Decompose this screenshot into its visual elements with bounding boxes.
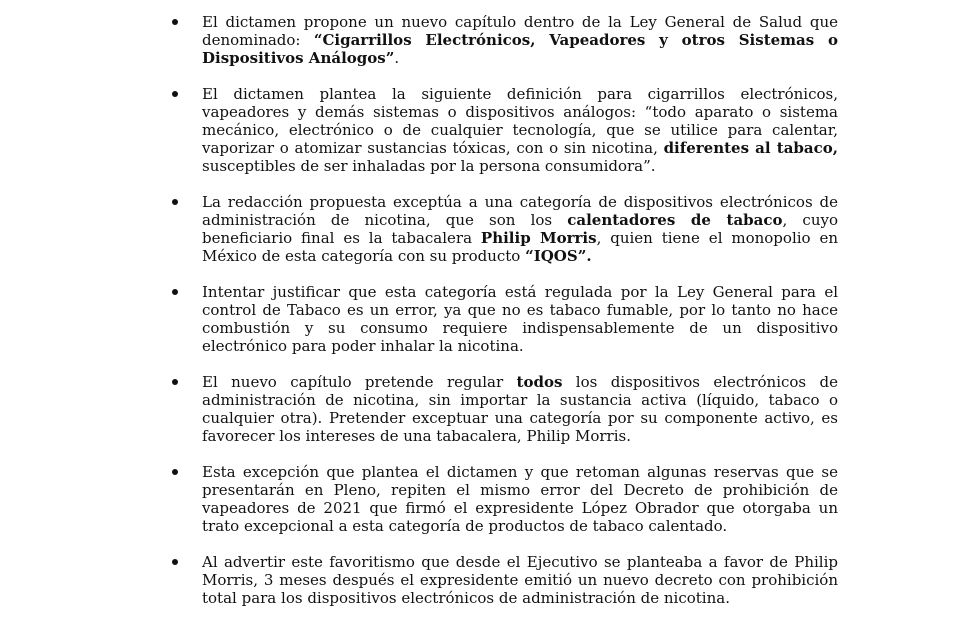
bullet-dot-icon: [172, 559, 178, 565]
bullet-5-text: El nuevo capítulo pretende regular: [202, 373, 517, 391]
bullet-item-4: [202, 283, 838, 355]
bullet-5-text-end: los dispositivos electrónicos de administración de nicotina, sin importar la sustancia activa (líquido, tabaco o cualquier otra). Pretender exceptuar una categoría por su componente activo, es favorecer los intereses de una tabacalera, Philip Morris.: [202, 373, 838, 445]
bullet-1-text: El dictamen propone un nuevo capítulo dentro de la Ley General de Salud que denominado:: [202, 13, 838, 49]
bullet-item-3: [202, 193, 838, 265]
bullet-3-bold-iqos: “IQOS”.: [525, 247, 592, 265]
bullet-3-text: La redacción propuesta exceptúa a una categoría de dispositivos electrónicos de administración de nicotina, que son los: [202, 193, 838, 229]
bullet-item-2: [202, 85, 838, 175]
bullet-item-5: [202, 373, 838, 445]
bullet-dot-icon: [172, 91, 178, 97]
bullet-3-bold-calentadores: calentadores de tabaco: [567, 211, 783, 229]
bullet-dot-icon: [172, 379, 178, 385]
bullet-4-text: Intentar justificar que esta categoría está regulada por la Ley General para el control de Tabaco es un error, ya que no es tabaco fumable, por lo tanto no hace combustión y su consumo requiere indispensablemente de un dispositivo electrónico para poder inhalar la nicotina.: [202, 283, 838, 355]
bullet-dot-icon: [172, 199, 178, 205]
bullet-6-text: Esta excepción que plantea el dictamen y que retoman algunas reservas que se presentarán en Pleno, repiten el mismo error del Decreto de prohibición de vapeadores de 2021 que firmó el expresidente López Obrador que otorgaba un trato excepcional a esta categoría de productos de tabaco calentado.: [202, 463, 838, 535]
bullet-7-text: Al advertir este favoritismo que desde el Ejecutivo se planteaba a favor de Philip Morris, 3 meses después el expresidente emitió un nuevo decreto con prohibición total para los dispositivos electrónicos de administración de nicotina.: [202, 553, 838, 607]
bullet-dot-icon: [172, 289, 178, 295]
bullet-1-text-end: .: [394, 49, 400, 67]
bullet-1-bold-title: “Cigarrillos Electrónicos, Vapeadores y otros Sistemas o Dispositivos Análogos”: [202, 31, 838, 67]
bullet-2-text: El dictamen plantea la siguiente definición para cigarrillos electrónicos, vapeadores y demás sistemas o dispositivos análogos: “todo aparato o sistema mecánico, electrónico o de cualquier tecnología, que se utilice para calentar, vaporizar o atomizar sustancias tóxicas, con o sin nicotina,: [202, 85, 838, 157]
bullet-3-text-mid2: , quien tiene el monopolio en México de esta categoría con su producto: [202, 229, 838, 265]
bullet-item-6: [202, 463, 838, 535]
bullet-dot-icon: [172, 469, 178, 475]
bullet-list: [0, 13, 962, 625]
bullet-dot-icon: [172, 19, 178, 25]
bullet-item-7: [202, 553, 838, 607]
bullet-item-1: [202, 13, 838, 67]
bullet-3-bold-philip-morris: Philip Morris: [480, 229, 597, 247]
bullet-2-text-end: susceptibles de ser inhaladas por la persona consumidora”.: [202, 157, 656, 175]
bullet-2-bold: diferentes al tabaco,: [663, 139, 838, 157]
bullet-3-text-mid: , cuyo beneficiario final es la tabacalera: [202, 211, 838, 247]
bullet-5-bold-todos: todos: [516, 373, 563, 391]
